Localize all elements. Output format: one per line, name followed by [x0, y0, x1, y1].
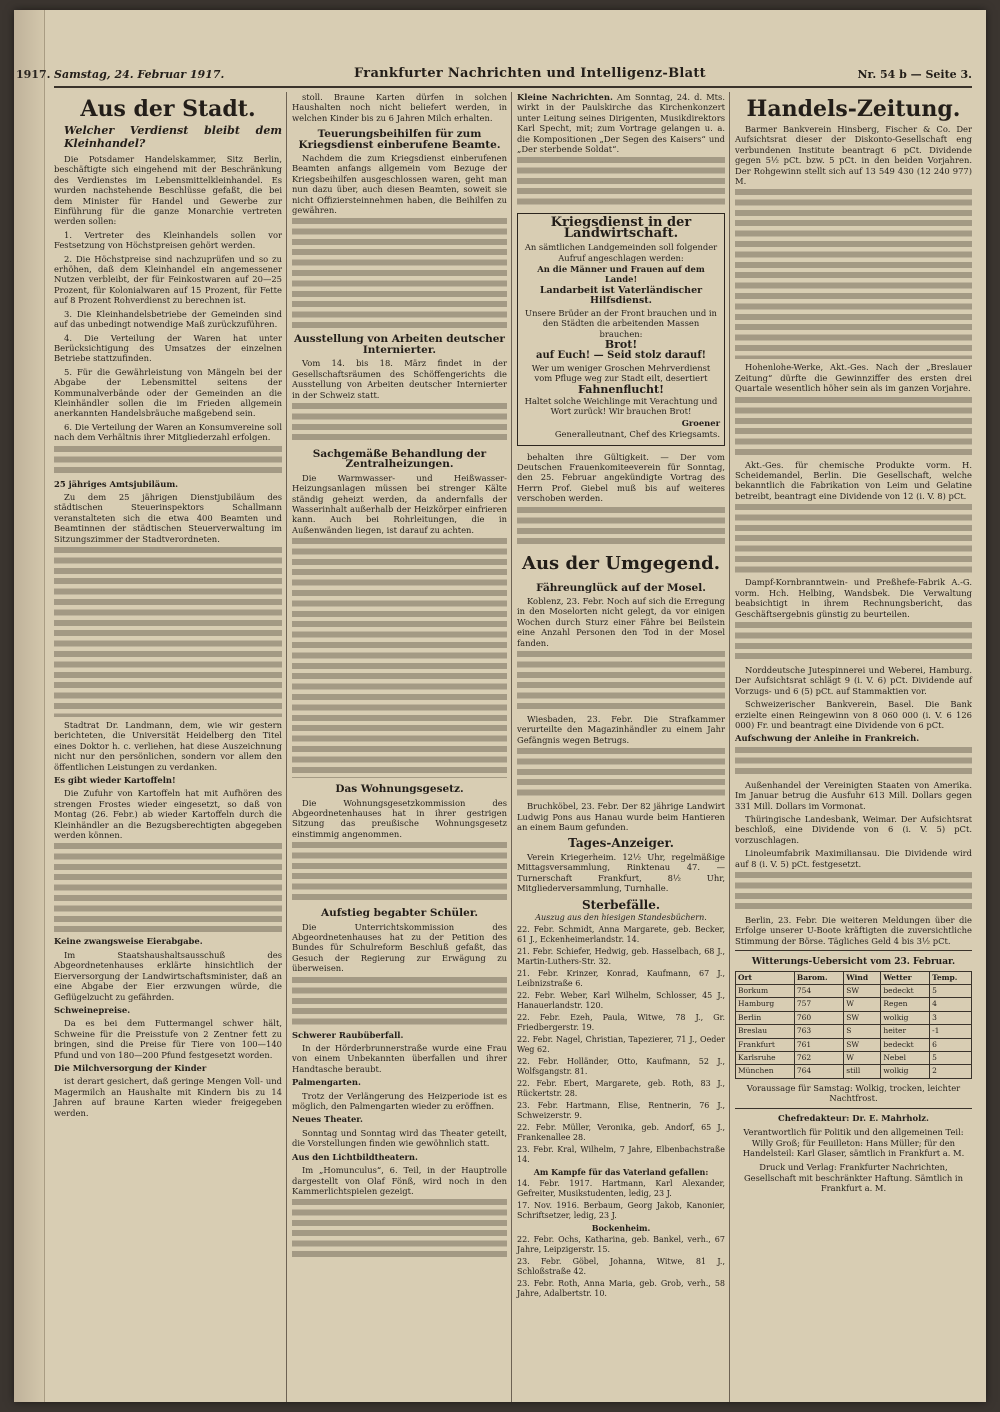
weather-cell: 4: [930, 998, 972, 1011]
weather-cell: 754: [794, 985, 843, 998]
weather-cell: Borkum: [736, 985, 795, 998]
divider: [735, 950, 972, 951]
weather-cell: Regen: [881, 998, 930, 1011]
text-block: [292, 842, 507, 902]
article-paragraph: Bruchköbel, 23. Febr. Der 82 jährige Landwirt Ludwig Pons aus Hanau wurde beim Hantieren an einem Baum gefunden.: [517, 801, 725, 833]
text-block: [292, 538, 507, 778]
weather-row: [736, 1011, 972, 1024]
article-paragraph: In der Hörderbrunnerstraße wurde eine Frau von einem Unbekannten überfallen und ihrer Handtasche beraubt.: [292, 1043, 507, 1074]
weather-cell: 3: [930, 1011, 972, 1024]
proclamation-line: auf Euch! — Seid stolz darauf!: [535, 350, 707, 362]
article-subhead: Bockenheim.: [591, 1222, 651, 1233]
weather-cell: S: [844, 1025, 881, 1038]
column-notices: [517, 92, 725, 1301]
article-paragraph: Thüringische Landesbank, Weimar. Der Aufsichtsrat beschloß, eine Dividende von 6 (i. V. 5) pCt. vorzuschlagen.: [735, 813, 972, 845]
weather-column-header: Barom.: [794, 971, 843, 984]
article-headline: Das Wohnungsgesetz.: [335, 783, 464, 796]
proclamation-line: Fahnenflucht!: [578, 382, 664, 396]
text-block: [735, 872, 972, 912]
article-paragraph: Wiesbaden, 23. Febr. Die Strafkammer verurteilte den Magazinhändler zu einem Jahr Gefängnis wegen Betrugs.: [517, 714, 725, 745]
column-local-news-continued: [292, 92, 507, 1262]
header-date: Samstag, 24. Februar 1917.: [54, 68, 225, 81]
article-paragraph: Im Staatshaushaltsausschuß des Abgeordnetenhauses erklärte hinsichtlich der Eierversorgung der Landwirtschaftsminister, daß an eine Abgabe der Eier erzwungen würde, die Geflügelzucht zu gefährden.: [54, 949, 282, 1002]
weather-cell: wolkig: [881, 1065, 930, 1078]
article-paragraph: 2. Die Höchstpreise sind nachzuprüfen und so zu erhöhen, daß dem Kleinhandel ein angemessener Nutzen verbleibt, der für Feinkostwaren auf 20—25 Prozent, für Kolonialwaren auf 15 Prozent, für Fette auf 8 Prozent Rohverdienst zu berechnen ist.: [54, 253, 282, 306]
article-paragraph: ist derart gesichert, daß geringe Mengen Voll- und Magermilch an Haushalte mit Kindern bis zu 14 Jahren auf braune Karten wieder freigegeben werden.: [54, 1076, 282, 1118]
death-notice: 23. Febr. Hartmann, Elise, Rentnerin, 76 J., Schweizerstr. 9.: [517, 1100, 725, 1120]
death-notice: 23. Febr. Roth, Anna Maria, geb. Grob, verh., 58 Jahre, Adalbertstr. 10.: [517, 1278, 725, 1298]
text-block: [54, 446, 282, 476]
article-paragraph: Akt.-Ges. für chemische Produkte vorm. H. Scheidemandel, Berlin. Die Gesellschaft, welche bekanntlich die Fabrikation von Leim und Gelatine betreibt, beantragt eine Dividende von 12 (i. V. 8) pCt.: [735, 459, 972, 501]
article-paragraph: Zu dem 25 jährigen Dienstjubiläum des städtischen Steuerinspektors Schallmann veranstalteten sich die etwa 400 Beamten und Beamtinnen der städtischen Steuerverwaltung im Sitzungszimmer der Stadtverordneten.: [54, 491, 282, 544]
weather-title: Witterungs-Uebersicht vom 23. Februar.: [751, 957, 956, 968]
weather-cell: -1: [930, 1025, 972, 1038]
article-paragraph: Schweizerischer Bankverein, Basel. Die Bank erzielte einen Reingewinn von 8 060 000 (i. V. 6 126 000) Fr. und beantragt eine Dividende von 6 pCt.: [735, 699, 972, 730]
text-block: [735, 747, 972, 777]
death-notice: 22. Febr. Ebert, Margarete, geb. Roth, 83 J., Rückertstr. 28.: [517, 1078, 725, 1098]
article-subhead: Palmengarten.: [292, 1077, 361, 1088]
weather-cell: bedeckt: [881, 985, 930, 998]
text-block: [54, 547, 282, 717]
section-title: Aus der Stadt.: [80, 96, 256, 122]
proclamation-signature-title: Generalleutnant, Chef des Kriegsamts.: [554, 429, 720, 440]
text-block: [517, 507, 725, 547]
weather-cell: Breslau: [736, 1025, 795, 1038]
weather-cell: Frankfurt: [736, 1038, 795, 1051]
weather-cell: 757: [794, 998, 843, 1011]
article-paragraph: Die Unterrichtskommission des Abgeordnetenhauses hat zu der Petition des Bundes für Schulreform Beschluß gefaßt, das Gesuch der Regierung zur Erwägung zu überweisen.: [292, 921, 507, 974]
proclamation-line: Brot!: [604, 337, 638, 351]
article-headline: Teuerungsbeihilfen für zum Kriegsdienst einberufene Beamte.: [298, 128, 501, 151]
weather-row: [736, 985, 972, 998]
weather-cell: 5: [930, 1052, 972, 1065]
weather-column-header: Ort: [736, 971, 795, 984]
article-paragraph: Am Sonntag, 24. d. Mts. wirkt in der Paulskirche das Kirchenkonzert unter Leitung seines Dirigenten, Musikdirektors Karl Specht, mit; zum Vortrage gelangen u. a. die Kompositionen „Der Segen des Kaisers“ und „Der sterbende Soldat“.: [517, 92, 725, 155]
newspaper-page: [14, 10, 986, 1402]
imprint-editor: Chefredakteur: Dr. E. Mahrholz.: [778, 1112, 929, 1123]
death-notices-list: [517, 925, 725, 1165]
weather-header-row: [736, 971, 972, 984]
weather-column-header: Wind: [844, 971, 881, 984]
text-block: [517, 748, 725, 798]
column-rule: [286, 92, 287, 1402]
article-subhead: Aus den Lichtbildtheatern.: [292, 1151, 418, 1162]
weather-cell: W: [844, 1052, 881, 1065]
article-paragraph: 6. Die Verteilung der Waren an Konsumvereine soll nach dem Verhältnis ihrer Mitgliederzahl erfolgen.: [54, 421, 282, 443]
text-block: [735, 622, 972, 662]
fallen-soldiers-list: [517, 1179, 725, 1221]
death-notice: 22. Febr. Holländer, Otto, Kaufmann, 52 J., Wolfsgangstr. 81.: [517, 1056, 725, 1076]
weather-cell: 761: [794, 1038, 843, 1051]
weather-cell: bedeckt: [881, 1038, 930, 1051]
weather-cell: 760: [794, 1011, 843, 1024]
section-title: Tages-Anzeiger.: [568, 836, 674, 851]
article-paragraph: behalten ihre Gültigkeit. — Der vom Deutschen Frauenkomiteeverein für Sonntag, den 25. Februar angekündigte Vortrag des Herrn Prof. Giebel muß bis auf weiteres verschoben werden.: [517, 451, 725, 504]
text-block: [292, 218, 507, 328]
weather-cell: heiter: [881, 1025, 930, 1038]
weather-cell: Hamburg: [736, 998, 795, 1011]
weather-cell: München: [736, 1065, 795, 1078]
article-headline: Fähreunglück auf der Mosel.: [536, 581, 706, 594]
gutter-year: 1917.: [16, 68, 51, 81]
article-paragraph: Norddeutsche Jutespinnerei und Weberei, Hamburg. Der Aufsichtsrat schlägt 9 (i. V. 6) pCt. Dividende auf Vorzugs- und 6 (5) pCt. auf Stammaktien vor.: [735, 664, 972, 696]
weather-column-header: Wetter: [881, 971, 930, 984]
article-subhead: Es gibt wieder Kartoffeln!: [54, 775, 176, 786]
header-paper-name: Frankfurter Nachrichten und Intelligenz-Blatt: [354, 66, 706, 81]
article-paragraph: Außenhandel der Vereinigten Staaten von Amerika. Im Januar betrug die Ausfuhr 613 Mill. Dollars gegen 331 Mill. Dollars im Vormonat.: [735, 779, 972, 811]
death-notice: 17. Nov. 1916. Berbaum, Georg Jakob, Kanonier, Schriftsetzer, ledig, 23 J.: [517, 1200, 725, 1220]
proclamation-line: Haltet solche Weichlinge mit Verachtung und Wort zurück! Wir brauchen Brot!: [524, 395, 718, 417]
proclamation-signature: Groener: [681, 417, 720, 428]
text-block: [517, 651, 725, 711]
article-paragraph: Die Zufuhr von Kartoffeln hat mit Aufhören des strengen Frostes wieder eingesetzt, so daß von Montag (26. Febr.) ab wieder Kartoffeln durch die Kleinhändler an die Bezugsberechtigten abgegeben werden können.: [54, 788, 282, 841]
weather-forecast: Voraussage für Samstag: Wolkig, trocken, leichter Nachtfrost.: [746, 1082, 961, 1104]
text-block: [517, 157, 725, 207]
imprint-publisher: Druck und Verlag: Frankfurter Nachrichten, Gesellschaft mit beschränkter Haftung. Sämtlich in Frankfurt a. M.: [743, 1162, 963, 1194]
death-notice: 23. Febr. Göbel, Johanna, Witwe, 81 J., Schloßstraße 42.: [517, 1256, 725, 1276]
weather-cell: wolkig: [881, 1011, 930, 1024]
article-headline: Ausstellung von Arbeiten deutscher Internierter.: [294, 333, 505, 356]
article-paragraph: Nachdem die zum Kriegsdienst einberufenen Beamten anfangs allgemein vom Bezuge der Kriegsbeihilfen ausgeschlossen waren, geht man nun dazu über, auch diesen Beamten, soweit sie nicht Offiziersteinnehmen haben, die Beihilfen zu gewähren.: [292, 153, 507, 216]
weather-cell: 762: [794, 1052, 843, 1065]
article-subhead: Auszug aus den hiesigen Standesbüchern.: [535, 912, 707, 922]
section-title: Aus der Umgegend.: [522, 552, 720, 574]
article-paragraph: Berlin, 23. Febr. Die weiteren Meldungen über die Erfolge unserer U-Boote kräftigten die zuversichtliche Stimmung der Börse. Tägliches Geld 4 bis 3½ pCt.: [735, 915, 972, 946]
weather-row: [736, 1052, 972, 1065]
weather-row: [736, 998, 972, 1011]
weather-row: [736, 1025, 972, 1038]
article-paragraph: Die Potsdamer Handelskammer, Sitz Berlin, beschäftigte sich eingehend mit der Beschränkung des Verdienstes im Lebensmittelkleinhandel. Es wurden nachstehende Beschlüsse gefaßt, die bei dem Minister für Handel und Gewerbe zur Einführung für die ganze Monarchie vertreten werden sollen:: [54, 154, 282, 227]
death-notices-list: [517, 1235, 725, 1299]
weather-row: [736, 1065, 972, 1078]
article-paragraph: 5. Für die Gewährleistung von Mängeln bei der Abgabe der Lebensmittel seitens der Kommunalverbände oder der Gemeinden an die Kleinhändler sollen die im Frieden allgemein anerkannten Handelsbräuche maßgebend sein.: [54, 366, 282, 419]
text-block: [54, 843, 282, 933]
article-paragraph: Die Wohnungsgesetzkommission des Abgeordnetenhauses hat in ihrer gestrigen Sitzung das preußische Wohnungsgesetz einstimmig angenommen.: [292, 797, 507, 839]
article-paragraph: Stadtrat Dr. Landmann, dem, wie wir gestern berichteten, die Universität Heidelberg den Titel eines Doktor h. c. verliehen, hat diese Auszeichnung nicht nur den persönlichen, sondern vor allem den öffentlichen Leistungen zu verdanken.: [54, 720, 282, 772]
weather-body: [736, 985, 972, 1079]
proclamation-line: Unsere Brüder an der Front brauchen und in den Städten die arbeitenden Massen brauchen:: [525, 307, 717, 339]
weather-cell: Karlsruhe: [736, 1052, 795, 1065]
weather-cell: 763: [794, 1025, 843, 1038]
article-subhead: Schwerer Raubüberfall.: [292, 1029, 404, 1040]
death-notice: 23. Febr. Kral, Wilhelm, 7 Jahre, Elbenbachstraße 14.: [517, 1144, 725, 1164]
death-notice: 21. Febr. Krinzer, Konrad, Kaufmann, 67 J., Leibnizstraße 6.: [517, 968, 725, 988]
article-subhead: Neues Theater.: [292, 1114, 363, 1125]
page-header: [54, 66, 972, 88]
article-paragraph: Trotz der Verlängerung des Heizperiode ist es möglich, den Palmengarten wieder zu eröffnen.: [292, 1090, 507, 1112]
weather-cell: Nebel: [881, 1052, 930, 1065]
column-business: [735, 92, 972, 1194]
proclamation-title: Kriegsdienst in der Landwirtschaft.: [550, 215, 692, 241]
article-paragraph: Hohenlohe-Werke, Akt.-Ges. Nach der „Breslauer Zeitung“ dürfte die Gewinnziffer des ersten drei Quartale wesentlich höher sein als im ganzen Vorjahre.: [735, 362, 972, 394]
article-headline: Sachgemäße Behandlung der Zentralheizungen.: [312, 447, 487, 471]
article-paragraph: Dampf-Kornbranntwein- und Preßhefe-Fabrik A.-G. vorm. Hch. Helbing, Wandsbek. Die Verwaltung beabsichtigt in ihrem Rechnungsbericht, das Geschäftsergebnis günstig zu beurteilen.: [735, 577, 972, 619]
article-subhead: Schweinepreise.: [54, 1004, 131, 1015]
previous-page-gutter: [14, 10, 51, 1402]
weather-cell: Berlin: [736, 1011, 795, 1024]
column-rule: [729, 92, 730, 1402]
article-paragraph: Koblenz, 23. Febr. Noch auf sich die Erregung in den Moselorten nicht gelegt, da vor einigen Wochen durch Sturz einer Fähre bei Beilstein eine Anzahl Personen den Tod in der Mosel fanden.: [517, 596, 725, 648]
weather-cell: 2: [930, 1065, 972, 1078]
article-paragraph: Sonntag und Sonntag wird das Theater geteilt, die Vorstellungen finden wie gewöhnlich statt.: [292, 1127, 507, 1149]
article-paragraph: Verein Kriegerheim. 12½ Uhr, regelmäßige Mittagsversammlung, Rinktenau 47. — Turnerschaft Frankfurt, 8½ Uhr, Mitgliederversammlung, Turnhalle.: [517, 851, 725, 894]
weather-cell: 6: [930, 1038, 972, 1051]
death-notice: 22. Febr. Schmidt, Anna Margarete, geb. Becker, 61 J., Eckenheimerlandstr. 14.: [517, 924, 725, 944]
article-paragraph: stoll. Braune Karten dürfen in solchen Haushalten noch nicht beliefert werden, in welchen Kinder bis zu 6 Jahren Milch erhalten.: [292, 92, 507, 123]
header-page-number: Nr. 54 b — Seite 3.: [857, 68, 972, 81]
article-paragraph: 3. Die Kleinhandelsbetriebe der Gemeinden sind auf das unbedingt notwendige Maß zurückzuführen.: [54, 308, 282, 330]
proclamation-line: An sämtlichen Landgemeinden soll folgender Aufruf angeschlagen werden:: [524, 242, 718, 263]
weather-cell: SW: [844, 1038, 881, 1051]
column-rule: [511, 92, 512, 1402]
death-notice: 22. Febr. Ezeh, Paula, Witwe, 78 J., Gr. Friedbergerstr. 19.: [517, 1012, 725, 1032]
weather-table: [735, 971, 972, 1079]
death-notice: 21. Febr. Schiefer, Hedwig, geb. Hasselbach, 68 J., Martin-Luthers-Str. 32.: [517, 946, 725, 966]
article-paragraph: Im „Homunculus“, 6. Teil, in der Hauptrolle dargestellt von Olaf Fönß, wird noch in den Kammerlichtspielen gezeigt.: [292, 1165, 507, 1196]
article-subhead: Die Milchversorgung der Kinder: [54, 1062, 207, 1073]
proclamation-line: Wer um weniger Groschen Mehrverdienst vom Pfluge weg zur Stadt eilt, desertiert: [531, 362, 711, 384]
weather-column-header: Temp.: [930, 971, 972, 984]
article-paragraph: Vom 14. bis 18. März findet in der Gesellschaftsräumen des Schöffengerichts die Ausstellung von Arbeiten deutscher Internierter in der Schweiz statt.: [292, 358, 507, 400]
section-title: Sterbefälle.: [581, 897, 661, 912]
weather-cell: 5: [930, 985, 972, 998]
section-title: Handels-Zeitung.: [746, 96, 961, 122]
article-subhead: Keine zwangsweise Eierabgabe.: [54, 936, 203, 947]
article-paragraph: Linoleumfabrik Maximiliansau. Die Dividende wird auf 8 (i. V. 5) pCt. festgesetzt.: [735, 848, 972, 869]
text-block: [735, 504, 972, 574]
weather-cell: SW: [844, 1011, 881, 1024]
article-paragraph: 1. Vertreter des Kleinhandels sollen vor Festsetzung von Höchstpreisen gehört werden.: [54, 229, 282, 251]
article-headline: Aufstieg begabter Schüler.: [320, 907, 479, 920]
divider: [735, 1108, 972, 1109]
proclamation-box: [517, 213, 725, 445]
article-subhead: Am Kampfe für das Vaterland gefallen:: [533, 1166, 709, 1177]
article-headline: Welcher Verdienst bleibt dem Kleinhandel?: [64, 124, 282, 150]
article-paragraph: Die Warmwasser- und Heißwasser-Heizungsanlagen müssen bei strenger Kälte ständig geheizt werden, da andernfalls der Wasserinhalt außerhalb der Heizkörper einfrieren kann. Auch bei Rohrleitungen, die in Außenwänden liegen, ist darauf zu achten.: [292, 472, 507, 535]
article-paragraph: Barmer Bankverein Hinsberg, Fischer & Co. Der Aufsichtsrat dieser der Diskonto-Gesellschaft eng verbundenen Institute beantragt 6 pCt. Dividende gegen 5½ pCt. bzw. 5 pCt. in den beiden Vorjahren. Der Rohgewinn stellt sich auf 13 549 430 (12 240 977) M.: [735, 124, 972, 187]
weather-cell: 764: [794, 1065, 843, 1078]
article-paragraph: 4. Die Verteilung der Waren hat unter Berücksichtigung des Umsatzes der einzelnen Betriebe stattzufinden.: [54, 332, 282, 364]
weather-row: [736, 1038, 972, 1051]
death-notice: 14. Febr. 1917. Hartmann, Karl Alexander, Gefreiter, Musikstudenten, ledig, 23 J.: [517, 1178, 725, 1198]
weather-cell: W: [844, 998, 881, 1011]
proclamation-line: Landarbeit ist Vaterländischer Hilfsdienst.: [539, 284, 703, 307]
death-notice: 22. Febr. Ochs, Katharina, geb. Bankel, verh., 67 Jahre, Leipzigerstr. 15.: [517, 1234, 725, 1254]
death-notice: 22. Febr. Nagel, Christian, Tapezierer, 71 J., Oeder Weg 62.: [517, 1034, 725, 1054]
column-local-news: [54, 92, 282, 1121]
text-block: [292, 1199, 507, 1259]
weather-cell: SW: [844, 985, 881, 998]
imprint-responsible: Verantwortlich für Politik und den allgemeinen Teil: Willy Groß; für Feuilleton: Hans Müller; für den Handelsteil: Karl Glaser, sämtlich in Frankfurt a. M.: [742, 1127, 965, 1158]
article-paragraph: Da es bei dem Futtermangel schwer hält, Schweine für die Preisstufe von 2 Zentner fett zu bringen, sind die Preise für Tiere von 100—140 Pfund und von 180—200 Pfund festgesetzt worden.: [54, 1018, 282, 1060]
text-block: [735, 189, 972, 359]
death-notice: 22. Febr. Müller, Veronika, geb. Andorf, 65 J., Frankenallee 28.: [517, 1122, 725, 1142]
article-subhead: Aufschwung der Anleihe in Frankreich.: [735, 733, 920, 744]
article-subhead: 25 jähriges Amtsjubiläum.: [54, 478, 179, 489]
article-subhead: Kleine Nachrichten.: [517, 92, 613, 102]
text-block: [735, 397, 972, 457]
weather-cell: still: [844, 1065, 881, 1078]
text-block: [292, 977, 507, 1027]
proclamation-line: An die Männer und Frauen auf dem Lande!: [537, 264, 705, 285]
death-notice: 22. Febr. Weber, Karl Wilhelm, Schlosser, 45 J., Hanauerlandstr. 120.: [517, 990, 725, 1010]
text-block: [292, 403, 507, 443]
